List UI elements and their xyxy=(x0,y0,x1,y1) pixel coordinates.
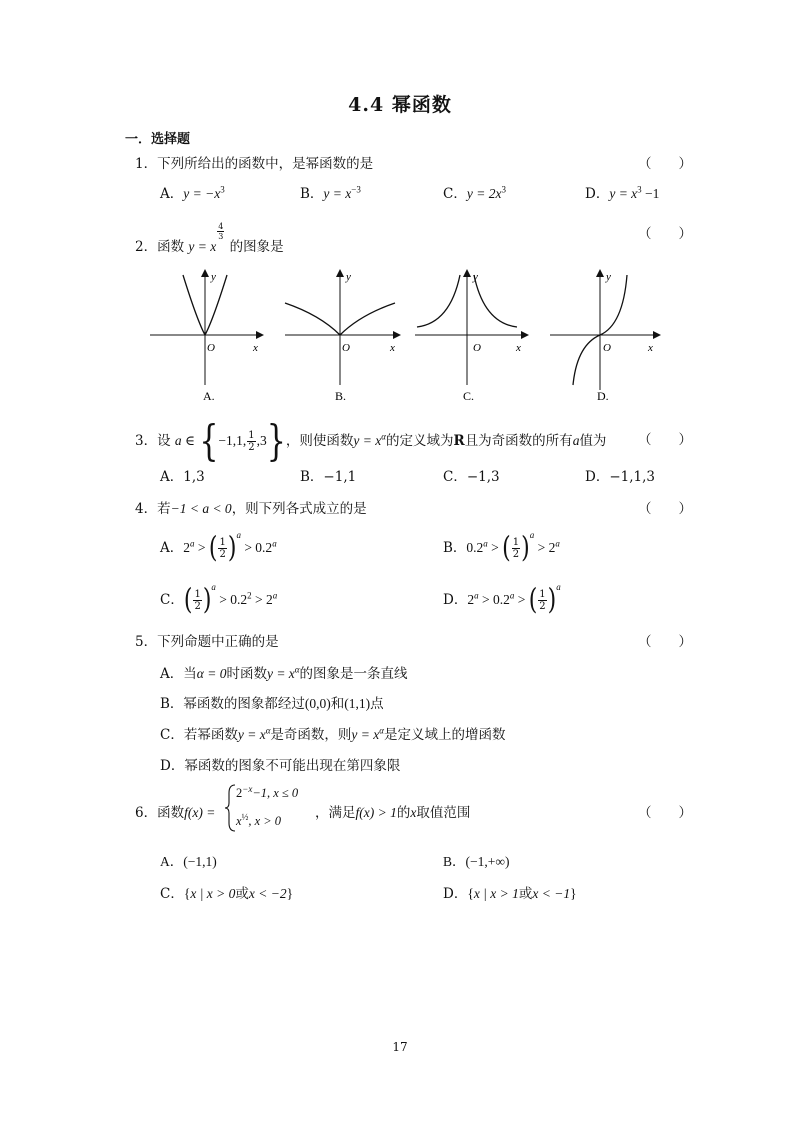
q6-option-b[interactable]: B．(−1,+∞) xyxy=(443,854,510,869)
graph-label: B. xyxy=(335,389,347,403)
x-axis-label: x xyxy=(516,342,521,354)
q4-option-d[interactable]: D．$2^a > 0.2^a$ > ( $\frac{1}{2}$ )$^a$ xyxy=(443,582,561,617)
option-label: A． xyxy=(160,540,184,556)
question-5-stem: 5．下列命题中正确的是 xyxy=(135,634,279,650)
section-heading: 一．选择题 xyxy=(125,132,191,147)
question-1-stem: 1．下列所给出的函数中，是幂函数的是 xyxy=(135,156,374,172)
q3-a: a xyxy=(572,433,580,448)
q3-option-a[interactable]: A．1,3 xyxy=(160,469,205,485)
graph-label: C. xyxy=(463,389,475,403)
question-2-stem xyxy=(135,222,284,255)
q5-option-c[interactable]: C．若幂函数$y = x^\alpha$是奇函数，则$y = x^\alpha$是定义域上的增函数 xyxy=(160,725,506,743)
origin-label: O xyxy=(342,342,350,354)
graph-label: D. xyxy=(597,389,609,403)
q3-tail3: 值为 xyxy=(579,433,607,449)
origin-label: O xyxy=(473,342,481,354)
answer-paren-2: （ ） xyxy=(638,226,692,242)
q1-option-a[interactable] xyxy=(160,182,225,202)
q6-case-1: $2^{-x}-1$, x ≤ 0 xyxy=(236,784,299,801)
question-6-lead: 6．函数f(x) = xyxy=(135,805,216,821)
option-label: C． xyxy=(443,186,467,202)
answer-paren-6: （ ） xyxy=(638,805,692,821)
option-label: D． xyxy=(443,592,468,608)
q6-case-2: $x^{\frac{1}{2}}$, x > 0 xyxy=(236,812,282,829)
q4-option-c[interactable]: C．( $\frac{1}{2}$ )$^a > 0.2^2 > 2^a$ xyxy=(160,582,278,617)
graph-b[interactable] xyxy=(285,270,400,403)
y-axis-label: y xyxy=(606,271,611,283)
q1-option-c[interactable] xyxy=(443,182,506,202)
q2-base: y = x xyxy=(188,239,217,254)
q6-option-a[interactable]: A．(−1,1) xyxy=(160,854,217,869)
option-label: D． xyxy=(585,186,610,202)
x-axis-label: x xyxy=(648,342,653,354)
q3-option-c[interactable]: C．−1,3 xyxy=(443,469,500,485)
page-number: 17 xyxy=(392,1040,408,1054)
q4-condition: −1 < a < 0 xyxy=(170,501,232,516)
origin-label: O xyxy=(603,342,611,354)
q3-tail2: 且为奇函数的所有 xyxy=(464,433,573,449)
graph-c[interactable] xyxy=(415,270,528,403)
graph-a[interactable] xyxy=(150,270,263,403)
question-3-stem: 3．设 a ∈ {−1,1, $\frac{1}{2}$ ,3}，则使函数$y = x^\alpha$的定义域为R且为奇函数的所有a值为 xyxy=(135,417,607,466)
y-axis-label: y xyxy=(473,271,478,283)
q3-option-b[interactable]: B．−1,1 xyxy=(300,469,357,485)
question-6-tail: ，满足f(x) > 1的x取值范围 xyxy=(315,805,471,821)
q1-option-d[interactable] xyxy=(585,182,659,202)
exponent: 3 xyxy=(220,184,225,195)
answer-paren-3: （ ） xyxy=(638,432,692,448)
answer-paren-4: （ ） xyxy=(638,501,692,517)
q5-option-a[interactable]: A．当α = 0时函数$y = x^\alpha$的图象是一条直线 xyxy=(160,664,408,682)
x-axis-label: x xyxy=(253,342,258,354)
q6-option-c[interactable]: C．{x | x > 0或x < −2} xyxy=(160,886,294,902)
q3-fraction: $\frac{1}{2}$ xyxy=(248,430,255,453)
q2-tail: 的图象是 xyxy=(229,239,284,255)
option-tail: −1 xyxy=(641,186,660,201)
q5-option-d[interactable]: D．幂函数的图象不可能出现在第四象限 xyxy=(160,758,401,774)
question-4-stem xyxy=(135,497,367,517)
x-axis-label: x xyxy=(390,342,395,354)
q2-lead: 2．函数 xyxy=(135,239,185,255)
y-axis-label: y xyxy=(211,271,216,283)
option-math: y = 2x xyxy=(466,186,502,201)
curve-left xyxy=(417,275,460,327)
answer-paren-1: （ ） xyxy=(638,156,692,172)
q4-option-b[interactable]: B．0.2$^a$ > ( $\frac{1}{2}$ )$^a > 2^a$ xyxy=(443,530,560,565)
option-math: y = x xyxy=(609,186,638,201)
q3-func: y = x xyxy=(353,433,382,448)
q1-option-b[interactable] xyxy=(300,182,361,202)
curve-right xyxy=(474,275,517,327)
q3-set-end: ,3 xyxy=(256,433,267,448)
option-math: y = −x xyxy=(183,186,221,201)
q3-option-d[interactable]: D．−1,1,3 xyxy=(585,469,655,485)
exponent: −3 xyxy=(351,184,361,195)
q4-option-a[interactable]: A．$2^a$ > ( $\frac{1}{2}$ )$^a$ > 0.2$^a$ xyxy=(160,530,277,565)
option-math: y = x xyxy=(323,186,352,201)
q5-option-b[interactable]: B．幂函数的图象都经过(0,0)和(1,1)点 xyxy=(160,696,384,712)
q3-mid: ，则使函数 xyxy=(285,433,354,449)
graph-d[interactable] xyxy=(550,270,660,403)
exponent: 3 xyxy=(637,184,642,195)
graph-label: A. xyxy=(203,389,215,403)
option-label: B． xyxy=(443,540,467,556)
q3-lead: 3．设 xyxy=(135,433,171,449)
option-label: A． xyxy=(160,186,184,202)
q4-tail: ，则下列各式成立的是 xyxy=(231,501,367,517)
q3-tail: 的定义域为 xyxy=(385,433,454,449)
q2-exponent-fraction: $\frac{4}{3}$ xyxy=(218,222,224,241)
q6-option-d[interactable]: D．{x | x > 1或x < −1} xyxy=(443,886,577,902)
exponent: 3 xyxy=(501,184,506,195)
q4-lead: 4．若 xyxy=(135,501,171,517)
option-label: C． xyxy=(160,592,184,608)
option-label: B． xyxy=(300,186,324,202)
q3-set-prefix: a ∈ xyxy=(174,433,196,448)
q3-set-items: −1,1, xyxy=(218,433,247,448)
origin-label: O xyxy=(207,342,215,354)
q2-graphs xyxy=(145,265,675,405)
q3-R: R xyxy=(453,433,465,449)
answer-paren-5: （ ） xyxy=(638,634,692,650)
y-axis-label: y xyxy=(346,271,351,283)
page-title: 4.4 幂函数 xyxy=(348,94,452,116)
q3-func-exp: α xyxy=(381,431,386,442)
